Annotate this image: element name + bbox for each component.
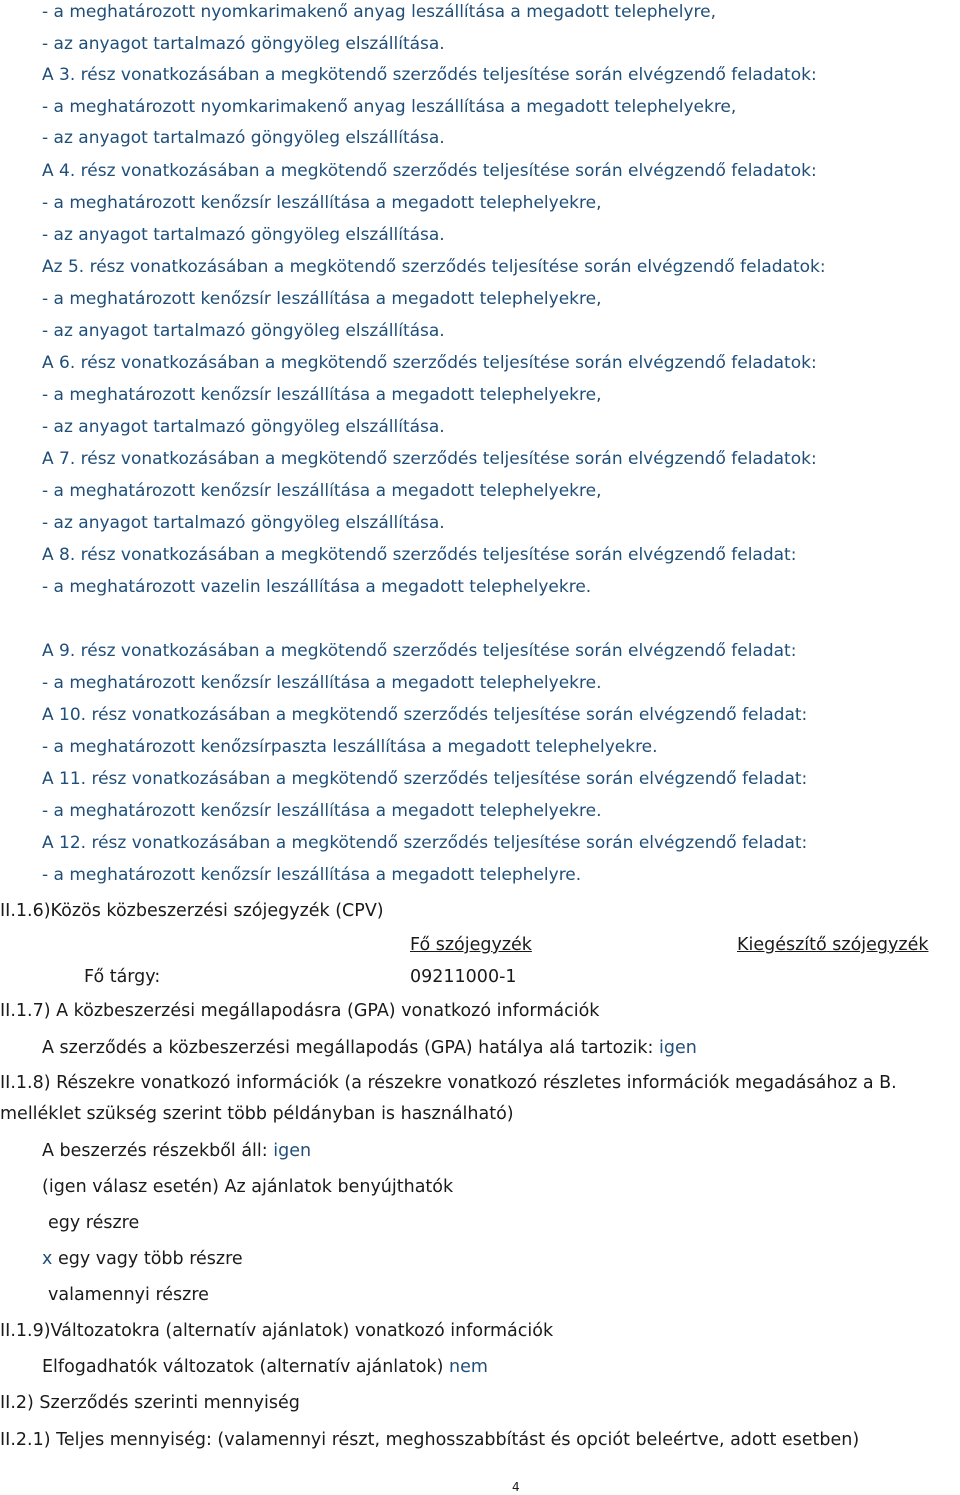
quantity-heading: II.2) Szerződés szerinti mennyiség bbox=[0, 1393, 300, 1413]
task-line: - a meghatározott kenőzsír leszállítása a megadott telephelyre. bbox=[42, 865, 582, 885]
cpv-heading: II.1.6)Közös közbeszerzési szójegyzék (CPV) bbox=[0, 901, 384, 921]
task-line: - az anyagot tartalmazó göngyöleg elszállítása. bbox=[42, 417, 445, 437]
variants-answer: nem bbox=[448, 1357, 488, 1377]
variants-heading: II.1.9)Változatokra (alternatív ajánlatok) vonatkozó információk bbox=[0, 1321, 554, 1341]
task-line: A 6. rész vonatkozásában a megkötendő szerződés teljesítése során elvégzendő feladatok: bbox=[42, 353, 817, 373]
task-line: - a meghatározott kenőzsírpaszta leszállítása a megadott telephelyekre. bbox=[42, 737, 658, 757]
task-line: - a meghatározott nyomkarimakenő anyag leszállítása a megadott telephelyekre, bbox=[42, 97, 737, 117]
cpv-main-object-code: 09211000-1 bbox=[410, 967, 517, 987]
task-line: - az anyagot tartalmazó göngyöleg elszállítása. bbox=[42, 34, 445, 54]
task-line: - a meghatározott vazelin leszállítása a megadott telephelyekre. bbox=[42, 577, 592, 597]
gpa-heading: II.1.7) A közbeszerzési megállapodásra (GPA) vonatkozó információk bbox=[0, 1001, 600, 1021]
task-line: - a meghatározott kenőzsír leszállítása a megadott telephelyekre. bbox=[42, 801, 602, 821]
task-line: A 7. rész vonatkozásában a megkötendő szerződés teljesítése során elvégzendő feladatok: bbox=[42, 449, 817, 469]
parts-option-one: egy részre bbox=[48, 1213, 140, 1233]
task-line: A 10. rész vonatkozásában a megkötendő szerződés teljesítése során elvégzendő feladat: bbox=[42, 705, 808, 725]
task-line: A 12. rész vonatkozásában a megkötendő szerződés teljesítése során elvégzendő feladat: bbox=[42, 833, 808, 853]
page-number: 4 bbox=[512, 1480, 520, 1494]
parts-question-text: A beszerzés részekből áll: bbox=[42, 1141, 268, 1161]
variants-question bbox=[42, 1357, 488, 1377]
task-line: - a meghatározott kenőzsír leszállítása a megadott telephelyekre, bbox=[42, 481, 602, 501]
task-line: A 11. rész vonatkozásában a megkötendő szerződés teljesítése során elvégzendő feladat: bbox=[42, 769, 808, 789]
total-quantity-heading: II.2.1) Teljes mennyiség: (valamennyi részt, meghosszabbítást és opciót beleértve, adott esetben) bbox=[0, 1430, 860, 1450]
task-line: - az anyagot tartalmazó göngyöleg elszállítása. bbox=[42, 128, 445, 148]
task-line: A 9. rész vonatkozásában a megkötendő szerződés teljesítése során elvégzendő feladat: bbox=[42, 641, 797, 661]
parts-heading-line2: melléklet szükség szerint több példányban is használható) bbox=[0, 1104, 514, 1124]
parts-submit-text: (igen válasz esetén) Az ajánlatok benyújthatók bbox=[42, 1177, 454, 1197]
task-line: A 4. rész vonatkozásában a megkötendő szerződés teljesítése során elvégzendő feladatok: bbox=[42, 161, 817, 181]
task-line: - az anyagot tartalmazó göngyöleg elszállítása. bbox=[42, 513, 445, 533]
gpa-answer: igen bbox=[658, 1038, 697, 1058]
parts-option-one-or-more-label: egy vagy több részre bbox=[57, 1249, 243, 1269]
task-line: - az anyagot tartalmazó göngyöleg elszállítása. bbox=[42, 321, 445, 341]
selected-mark: x bbox=[42, 1249, 53, 1269]
cpv-main-vocab-header: Fő szójegyzék bbox=[410, 935, 532, 955]
task-line: - az anyagot tartalmazó göngyöleg elszállítása. bbox=[42, 225, 445, 245]
gpa-question bbox=[42, 1038, 697, 1058]
gpa-question-text: A szerződés a közbeszerzési megállapodás (GPA) hatálya alá tartozik: bbox=[42, 1038, 654, 1058]
task-line: - a meghatározott kenőzsír leszállítása a megadott telephelyekre, bbox=[42, 385, 602, 405]
parts-heading-line1: II.1.8) Részekre vonatkozó információk (a részekre vonatkozó részletes információk megadásához a B. bbox=[0, 1073, 897, 1093]
variants-question-text: Elfogadhatók változatok (alternatív ajánlatok) bbox=[42, 1357, 444, 1377]
cpv-main-object-label: Fő tárgy: bbox=[84, 967, 161, 987]
cpv-supplementary-vocab-header: Kiegészítő szójegyzék bbox=[737, 935, 929, 955]
task-line: A 8. rész vonatkozásában a megkötendő szerződés teljesítése során elvégzendő feladat: bbox=[42, 545, 797, 565]
task-line: A 3. rész vonatkozásában a megkötendő szerződés teljesítése során elvégzendő feladatok: bbox=[42, 65, 817, 85]
task-line: - a meghatározott kenőzsír leszállítása a megadott telephelyekre. bbox=[42, 673, 602, 693]
task-line: - a meghatározott kenőzsír leszállítása a megadott telephelyekre, bbox=[42, 193, 602, 213]
task-line: - a meghatározott nyomkarimakenő anyag leszállítása a megadott telephelyre, bbox=[42, 2, 716, 22]
parts-option-all: valamennyi részre bbox=[48, 1285, 209, 1305]
task-line: - a meghatározott kenőzsír leszállítása a megadott telephelyekre, bbox=[42, 289, 602, 309]
task-line: Az 5. rész vonatkozásában a megkötendő szerződés teljesítése során elvégzendő feladatok: bbox=[42, 257, 826, 277]
parts-option-one-or-more bbox=[42, 1249, 243, 1269]
parts-question bbox=[42, 1141, 311, 1161]
parts-answer: igen bbox=[273, 1141, 312, 1161]
